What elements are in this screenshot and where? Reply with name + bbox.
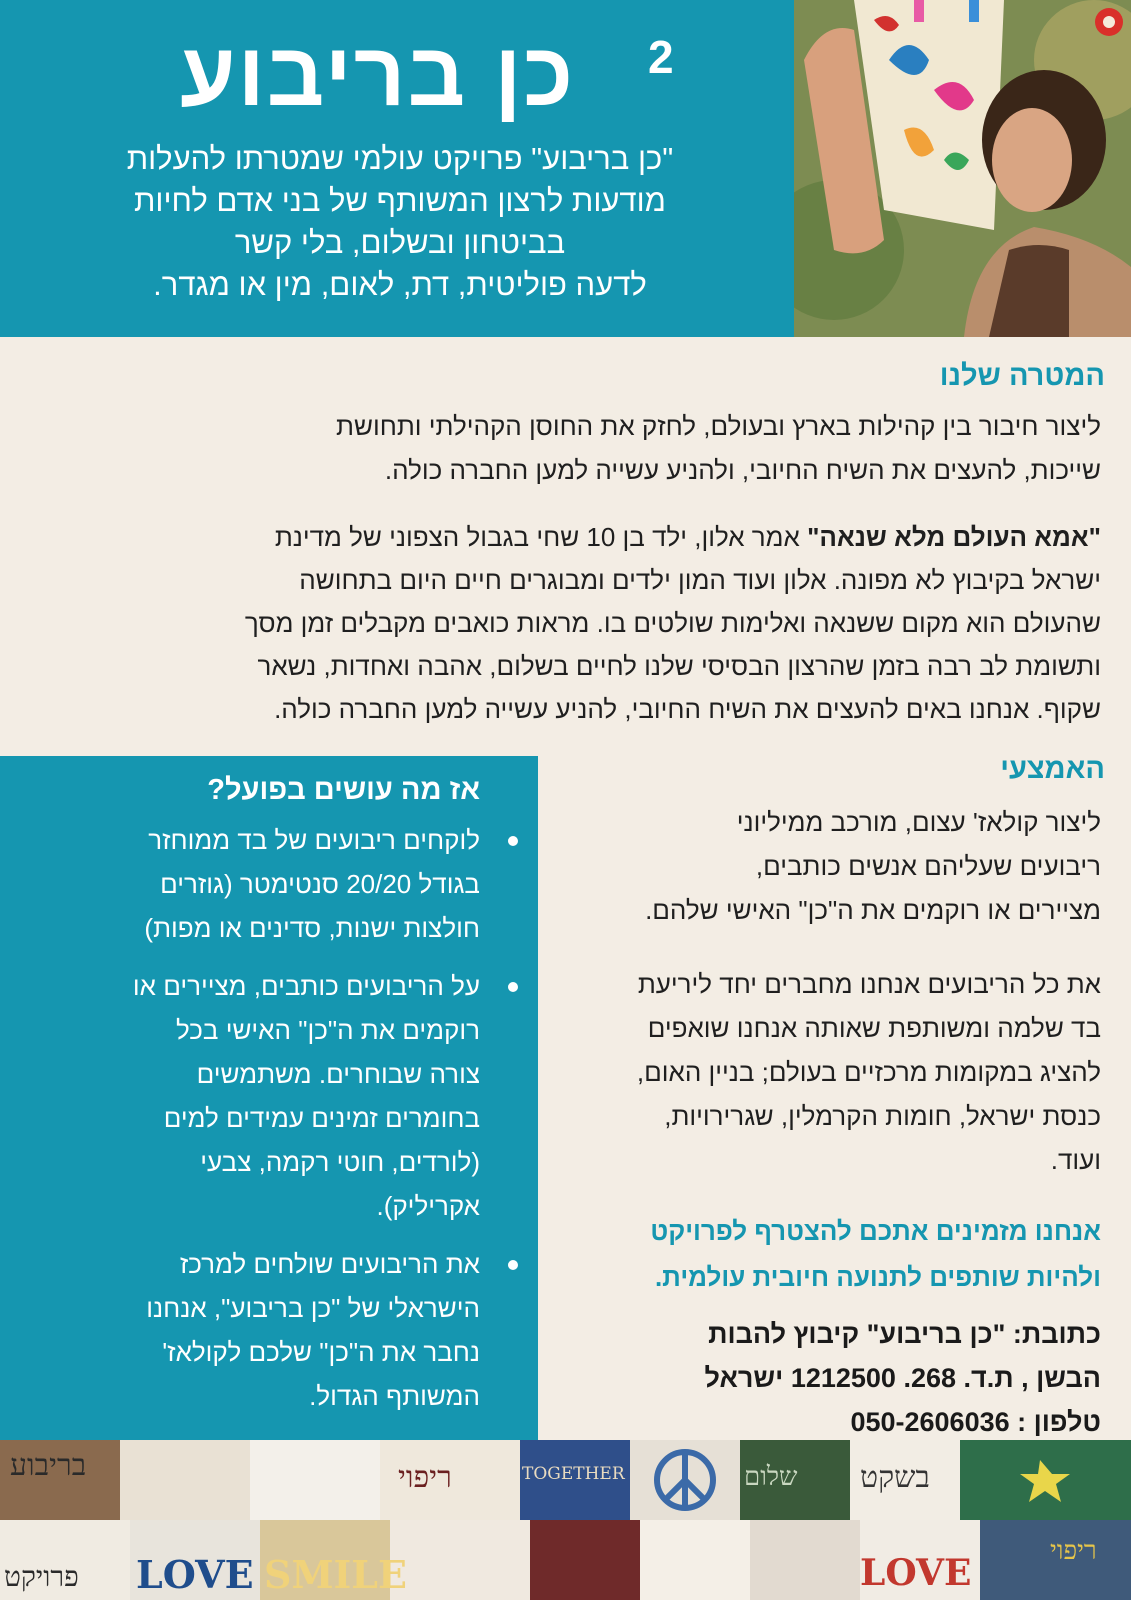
practice-bullets: [28, 818, 518, 1432]
means-line: ריבועים שעליהם אנשים כותבים,: [755, 851, 1101, 881]
bullet-line: נחבר את ה"כן" שלכם לקולאז': [162, 1337, 480, 1367]
bullet-item: [28, 1242, 518, 1418]
bullet-line: אקריליק).: [376, 1191, 480, 1221]
bullet-item: [28, 818, 518, 950]
header-photo-girl-painting: [794, 0, 1131, 337]
practice-panel: [0, 756, 538, 1440]
quilt-label: ריפוי: [1050, 1536, 1097, 1566]
quilt-label: ריפוי: [398, 1460, 452, 1495]
intro-line: בביטחון ובשלום, בלי קשר: [234, 225, 566, 260]
invite-line: ולהיות שותפים לתנועה חיובית עולמית.: [654, 1262, 1101, 1292]
story-line: ותשומת לב רבה בזמן שהרצון הבסיסי שלנו לחיים בשלום, אהבה ואחדות, נשאר: [257, 651, 1101, 681]
intro-line: "כן בריבוע" פרויקט עולמי שמטרתו להעלות: [126, 141, 674, 176]
means-line: ליצור קולאז' עצום, מורכב ממיליוני: [736, 807, 1101, 837]
means-line: בד שלמה ומשותפת שאותה אנחנו שואפים: [647, 1013, 1101, 1043]
means-line: ועוד.: [1050, 1145, 1101, 1175]
means-line: מציירים או רוקמים את ה"כן" האישי שלהם.: [645, 895, 1101, 925]
bullet-line: לוקחים ריבועים של בד ממוחזר: [148, 825, 480, 855]
bullet-line: חולצות ישנות, סדינים או מפות): [144, 913, 480, 943]
quilt-label: בריבוע: [10, 1448, 87, 1483]
goal-line: שייכות, להעצים את השיח החיובי, ולהניע עשייה למען החברה כולה.: [384, 455, 1101, 485]
story-line: [41, 516, 1101, 559]
phone-line: טלפון : 050-2606036: [850, 1407, 1101, 1437]
quilt-label: בשקט: [860, 1460, 930, 1495]
means-line: להציג במקומות מרכזיים בעולם; בניין האום,: [636, 1057, 1101, 1087]
page-title: כן בריבוע: [180, 25, 576, 125]
bullet-line: צורה שבוחרים. משתמשים: [196, 1059, 480, 1089]
means-paragraph-1: [561, 800, 1101, 932]
bullet-line: המשותף הגדול.: [309, 1381, 480, 1411]
means-line: את כל הריבועים אנחנו מחברים יחד ליריעת: [637, 969, 1101, 999]
contact-info: [561, 1312, 1101, 1444]
address-line: הבשן , ת.ד. 268. 1212500 ישראל: [704, 1363, 1101, 1393]
bullet-line: את הריבועים שולחים למרכז: [179, 1249, 480, 1279]
bullet-line: (לורדים, חוטי רקמה, צבעי: [200, 1147, 480, 1177]
quilt-label: פרויקט: [4, 1560, 79, 1593]
story-line-rest: אמר אלון, ילד בן 10 שחי בגבול הצפוני של מדינת: [274, 522, 808, 552]
goal-heading: המטרה שלנו: [939, 360, 1105, 392]
practice-heading: אז מה עושים בפועל?: [207, 774, 480, 806]
intro-line: לדעה פוליטית, דת, לאום, מין או מגדר.: [153, 267, 647, 302]
quilt-label: LOVE: [860, 1552, 972, 1594]
goal-text: [41, 404, 1101, 492]
bullet-dot-icon: [508, 1260, 518, 1270]
means-paragraph-2: [561, 962, 1101, 1182]
photo-illustration: [794, 0, 1131, 337]
invite-line: אנחנו מזמינים אתכם להצטרף לפרויקט: [650, 1216, 1101, 1246]
title-block: [0, 20, 794, 130]
quilt-label: SMILE: [264, 1552, 407, 1597]
intro-text: [70, 138, 730, 306]
story-quote: "אמא העולם מלא שנאה": [807, 522, 1101, 552]
invitation-text: [561, 1208, 1101, 1300]
quilt-label: TOGETHER: [522, 1464, 625, 1484]
bullet-dot-icon: [508, 982, 518, 992]
quilt-label: שלום: [744, 1462, 798, 1492]
bullet-line: הישראלי של "כן בריבוע", אנחנו: [146, 1293, 480, 1323]
bullet-dot-icon: [508, 836, 518, 846]
bullet-line: רוקמים את ה"כן" האישי בכל: [176, 1015, 480, 1045]
story-paragraph: [41, 516, 1101, 731]
quilt-photo-strip: [0, 1440, 1131, 1600]
bullet-line: בחומרים זמינים עמידים למים: [163, 1103, 480, 1133]
address-line: כתובת: "כן בריבוע" קיבוץ להבות: [708, 1319, 1101, 1349]
story-line: שהעולם הוא מקום ששנאה ואלימות שולטים בו. מראות כואבים מקבלים זמן מסך: [244, 608, 1101, 638]
bullet-line: בגודל 20/20 סנטימטר (גוזרים: [160, 869, 480, 899]
story-line: ישראל בקיבוץ לא מפונה. אלון ועוד המון ילדים ומבוגרים חיים היום בתחושה: [299, 565, 1101, 595]
intro-line: מודעות לרצון המשותף של בני אדם לחיות: [134, 183, 666, 218]
story-line: שקוף. אנחנו באים להעצים את השיח החיובי, להניע עשייה למען החברה כולה.: [274, 694, 1101, 724]
quilt-label: LOVE: [136, 1552, 254, 1597]
goal-line: ליצור חיבור בין קהילות בארץ ובעולם, לחזק את החוסן הקהילתי ותחושת: [336, 411, 1101, 441]
means-heading: האמצעי: [1000, 753, 1105, 785]
means-line: כנסת ישראל, חומות הקרמלין, שגרירויות,: [664, 1101, 1101, 1131]
bullet-item: [28, 964, 518, 1228]
bullet-line: על הריבועים כותבים, מציירים או: [132, 971, 480, 1001]
title-superscript-number: 2: [648, 31, 674, 83]
header-banner: [0, 0, 794, 337]
